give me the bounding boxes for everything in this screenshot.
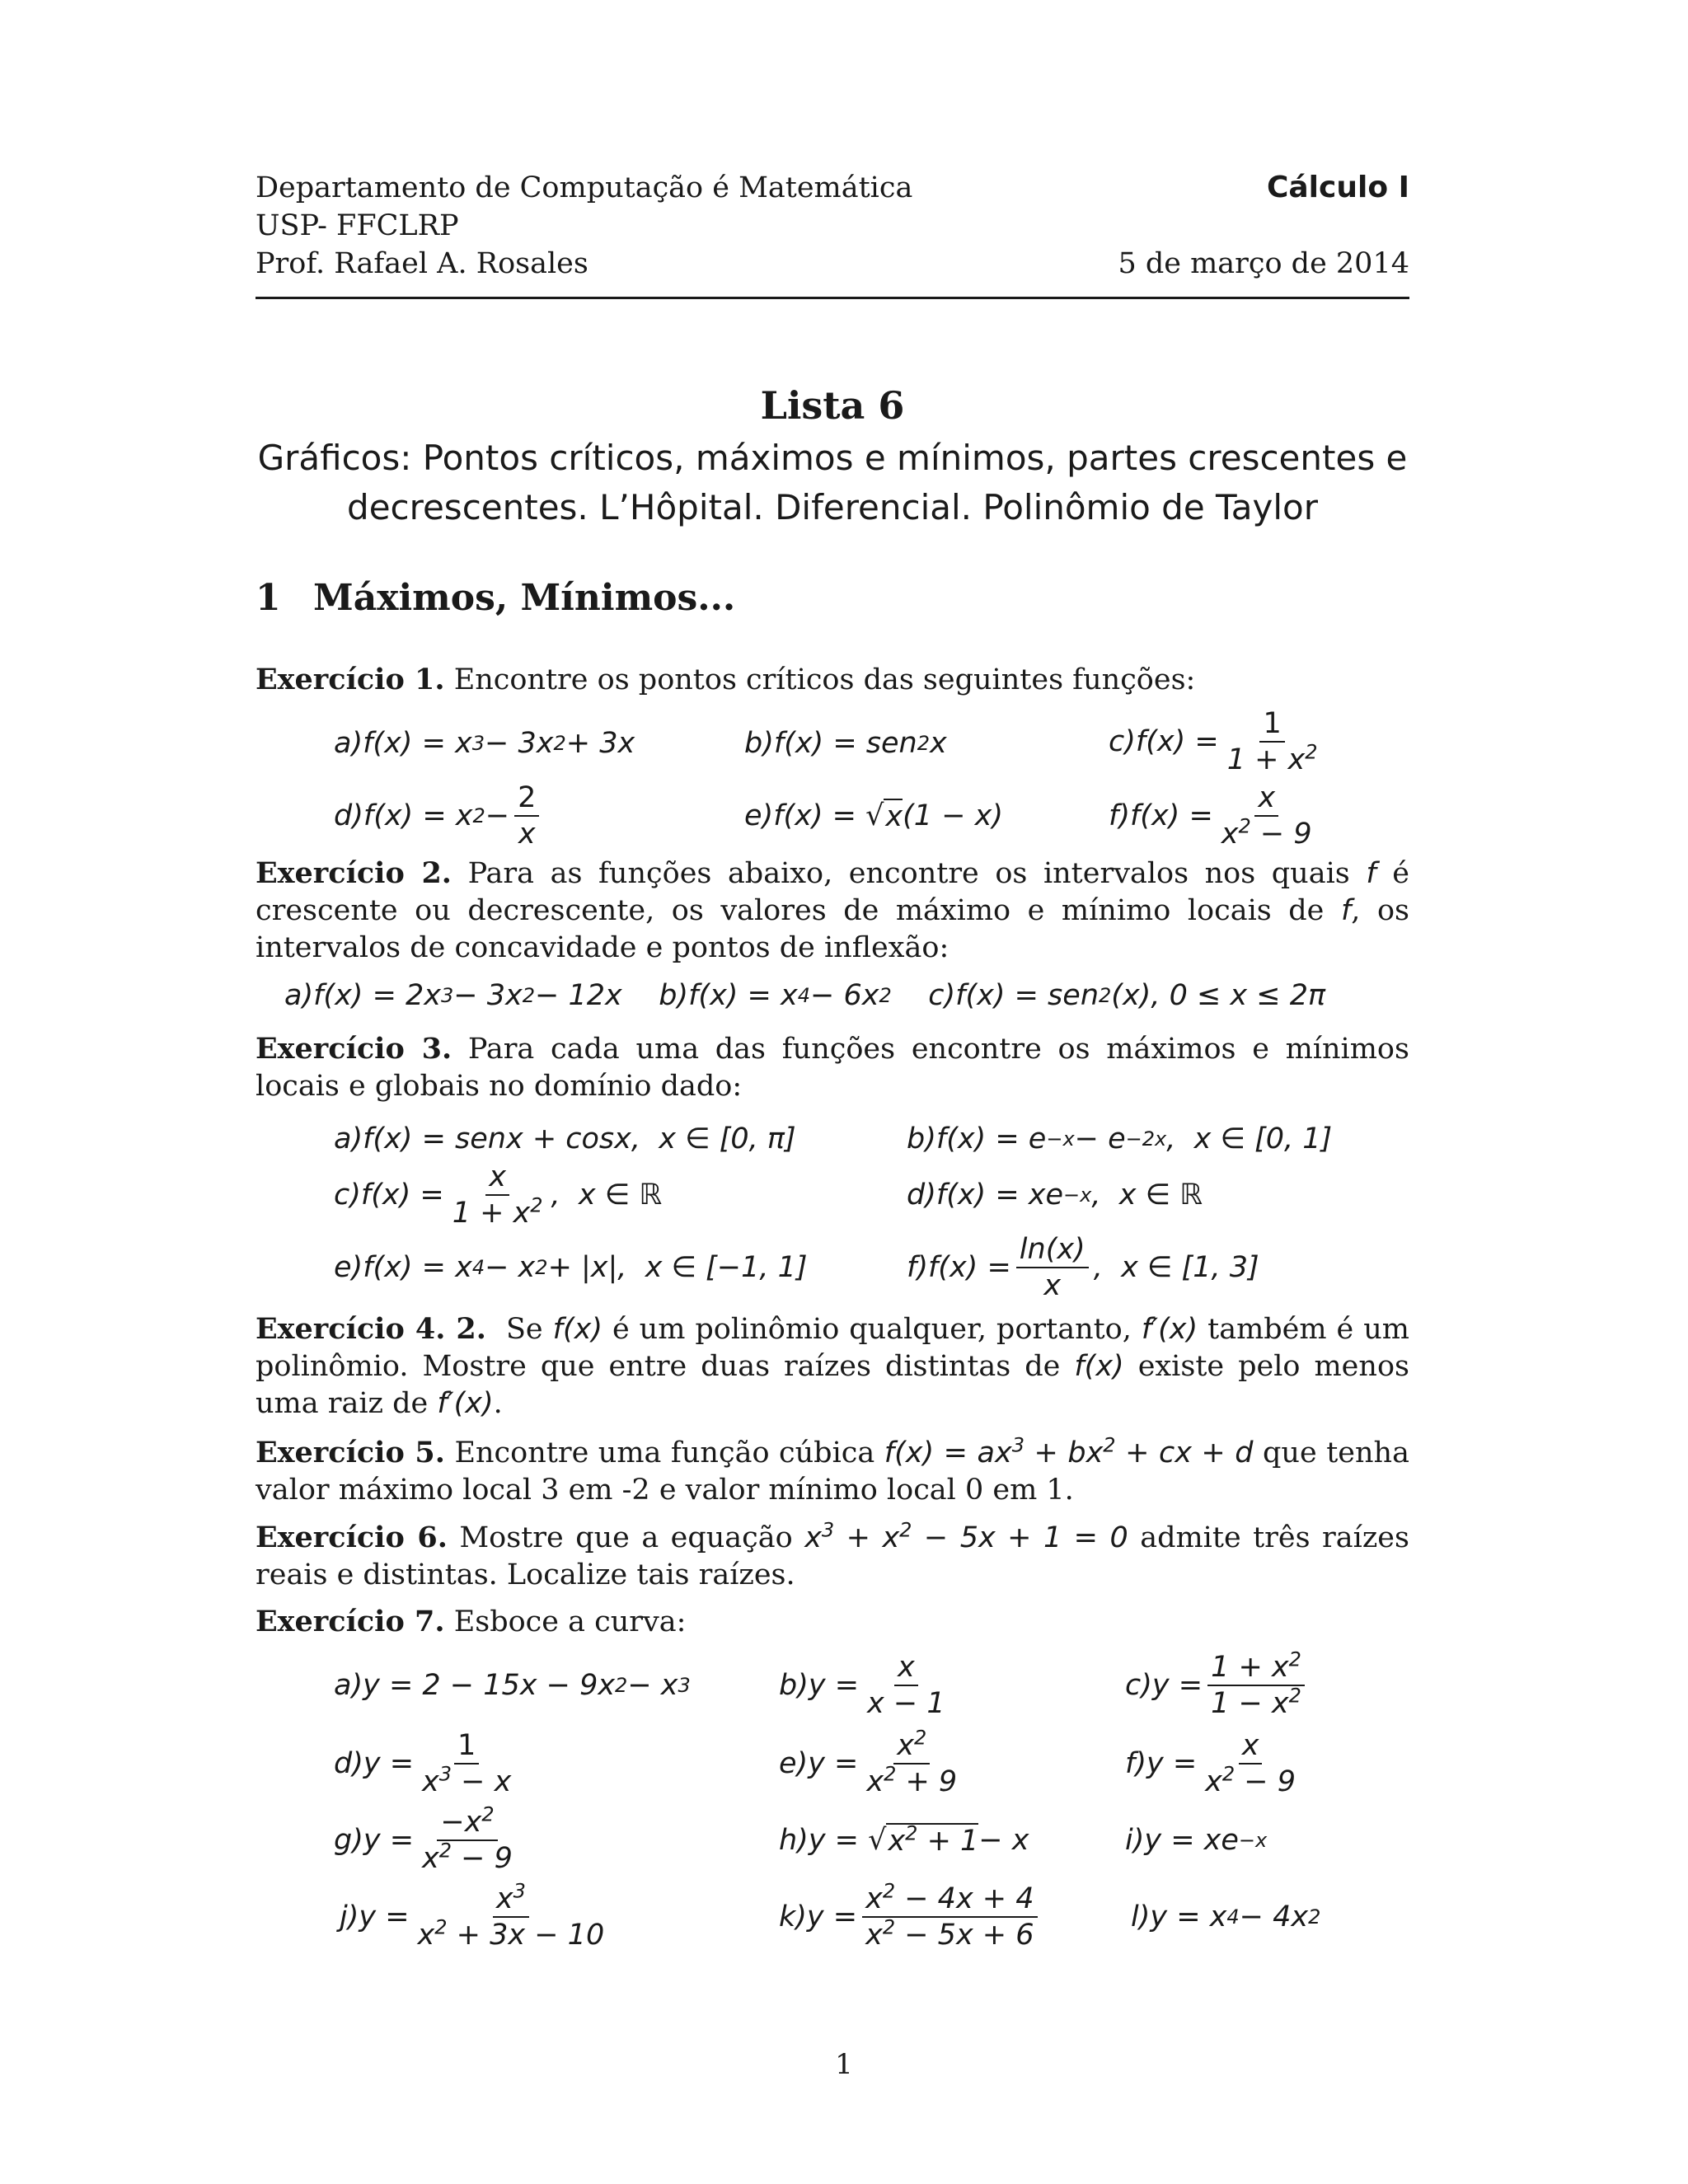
formula: b)f(x) = e −x − e −2x , x ∈ [0, 1] bbox=[907, 1122, 1333, 1155]
formula: e)y = $\frac{x^2}{x^2 + 9}$ bbox=[779, 1726, 958, 1798]
subtitle-line-1: Gráficos: Pontos críticos, máximos e mínimos, partes crescentes e bbox=[257, 438, 1408, 478]
title-block bbox=[256, 381, 1409, 532]
exercise-6-label: Exercício 6. bbox=[256, 1521, 448, 1554]
formula: c)f(x) = $\frac{1}{1 + x^2}$ bbox=[1109, 707, 1318, 776]
document-date: 5 de março de 2014 bbox=[1118, 247, 1409, 280]
course-name: Cálculo I bbox=[1266, 171, 1409, 204]
exercise-3-text: Para cada uma das funções encontre os máximos e mínimos locais e globais no domínio dado: bbox=[256, 1033, 1409, 1103]
formula: a)f(x) = x 3 − 3x 2 + 3x bbox=[334, 727, 635, 760]
exercise-4-text: também é um polinômio. Mostre que entre duas raízes distintas de bbox=[256, 1313, 1409, 1383]
exercise-7-label: Exercício 7. bbox=[256, 1605, 445, 1638]
formula: g)y = $\frac{-x^2}{x^2 - 9}$ bbox=[334, 1802, 513, 1875]
formula: a)f(x) = 2x 3 − 3x 2 − 12x b)f(x) = x 4 − 6x 2 c)f(x) = sen 2 (x), 0 ≤ x ≤ 2π bbox=[284, 979, 1326, 1012]
formula: f)y = $\frac{x}{x^2 - 9}$ bbox=[1125, 1729, 1296, 1798]
exercise-4-text: é um polinômio qualquer, portanto, bbox=[612, 1313, 1132, 1346]
header-rule bbox=[256, 297, 1409, 299]
formula: d)y = $\frac{1}{x^3 - x}$ bbox=[334, 1729, 512, 1798]
exercise-2-text: , os intervalos de concavidade e pontos de inflexão: bbox=[256, 894, 1409, 964]
exercise-5-text: que tenha valor máximo local 3 em -2 e valor mínimo local 0 em 1. bbox=[256, 1436, 1409, 1507]
formula: e)f(x) = √ x (1 − x) bbox=[744, 799, 1004, 833]
exercise-6-text: Mostre que a equação bbox=[459, 1521, 793, 1554]
exercise-1-label: Exercício 1. bbox=[256, 663, 445, 696]
formula: k)y = $\frac{x^2 - 4x + 4}{x^2 - 5x + 6}$ bbox=[779, 1876, 1043, 1958]
professor-name: Prof. Rafael A. Rosales bbox=[256, 247, 588, 280]
formula: b)f(x) = sen 2 x bbox=[744, 727, 947, 760]
exercise-2-label: Exercício 2. bbox=[256, 856, 452, 890]
exercise-4-text: . bbox=[493, 1387, 503, 1420]
exercise-4: Exercício 4. 2. Se f(x) é um polinômio qualquer, portanto, f′(x) também é um polinômio. Mostre que entre duas raízes distintas de f(x) existe pelo menos uma raiz de f′(x). bbox=[256, 1312, 1409, 1420]
formula: f)f(x) = $\frac{x}{x^2 - 9}$ bbox=[1109, 781, 1312, 851]
formula: e)f(x) = x 4 − x 2 + |x|, x ∈ [−1, 1] bbox=[334, 1251, 808, 1284]
formula: h)y = √ $x^2 + 1$ − x bbox=[779, 1821, 1029, 1858]
formula: l)y = x 4 − 4x 2 bbox=[1131, 1900, 1321, 1933]
exercise-4-label: Exercício 4. 2. bbox=[256, 1312, 486, 1346]
exercise-3 bbox=[256, 1030, 1409, 1105]
exercise-2-text: é crescente ou decrescente, os valores de máximo e mínimo locais de bbox=[256, 857, 1409, 927]
exercise-4-text: existe pelo menos uma raiz de bbox=[256, 1350, 1409, 1420]
exercise-6-text: admite três raízes reais e distintas. Localize tais raízes. bbox=[256, 1521, 1409, 1591]
exercise-6: Exercício 6. Mostre que a equação $x^3 + x^2 - 5x + 1 = 0$ admite três raízes reais e distintas. Localize tais raízes. bbox=[256, 1518, 1409, 1591]
document-header bbox=[256, 169, 1409, 283]
formula: f)f(x) = $\frac{\ln(x)}{x}$ , x ∈ [1, 3] bbox=[907, 1233, 1259, 1302]
exercise-4-text: Se bbox=[505, 1313, 543, 1346]
page-number: 1 bbox=[835, 2048, 853, 2081]
exercise-3-label: Exercício 3. bbox=[256, 1032, 452, 1066]
exercise-5-label: Exercício 5. bbox=[256, 1436, 445, 1469]
exercise-2: Exercício 2. Para as funções abaixo, encontre os intervalos nos quais f é crescente ou decrescente, os valores de máximo e mínimo locais de f, os intervalos de concavidade e pontos de inflexão: bbox=[256, 856, 1409, 964]
formula: j)y = $\frac{x^3}{x^2 + 3x - 10}$ bbox=[340, 1879, 605, 1952]
exercise-1 bbox=[256, 661, 1409, 699]
formula: c)f(x) = $\frac{x}{1 + x^2}$ , x ∈ ℝ bbox=[334, 1160, 663, 1230]
formula: a)y = 2 − 15x − 9x 2 − x 3 bbox=[334, 1669, 691, 1702]
exercise-1-text: Encontre os pontos críticos das seguintes funções: bbox=[453, 663, 1196, 696]
exercise-2-text: Para as funções abaixo, encontre os intervalos nos quais bbox=[467, 857, 1350, 890]
formula: b)y = $\frac{x}{x - 1}$ bbox=[779, 1651, 945, 1720]
formula: d)f(x) = xe −x , x ∈ ℝ bbox=[907, 1179, 1203, 1212]
formula: c)y = $\frac{1 + x^2}{1 - x^2}$ bbox=[1125, 1644, 1310, 1727]
section-title: Máximos, Mínimos... bbox=[313, 577, 736, 619]
section-heading bbox=[256, 577, 735, 619]
exercise-5: Exercício 5. Encontre uma função cúbica $f(x) = ax^3 + bx^2$ + cx + d que tenha valor máximo local 3 em -2 e valor mínimo local 0 em 1. bbox=[256, 1433, 1409, 1507]
exercise-5-text: Encontre uma função cúbica bbox=[454, 1436, 875, 1469]
exercise-7-text: Esboce a curva: bbox=[453, 1605, 687, 1638]
formula: a)f(x) = senx + cosx, x ∈ [0, π] bbox=[334, 1122, 796, 1155]
institution-name: USP- FFCLRP bbox=[256, 209, 459, 242]
exercise-7 bbox=[256, 1603, 1409, 1641]
subtitle-line-2: decrescentes. L’Hôpital. Diferencial. Polinômio de Taylor bbox=[347, 487, 1318, 527]
formula: i)y = xe −x bbox=[1125, 1824, 1268, 1857]
section-number: 1 bbox=[256, 577, 281, 619]
list-title: Lista 6 bbox=[760, 383, 905, 428]
department-name: Departamento de Computação é Matemática bbox=[256, 171, 913, 204]
formula: d)f(x) = x 2 − $\frac{2}{x}$ bbox=[334, 775, 544, 857]
